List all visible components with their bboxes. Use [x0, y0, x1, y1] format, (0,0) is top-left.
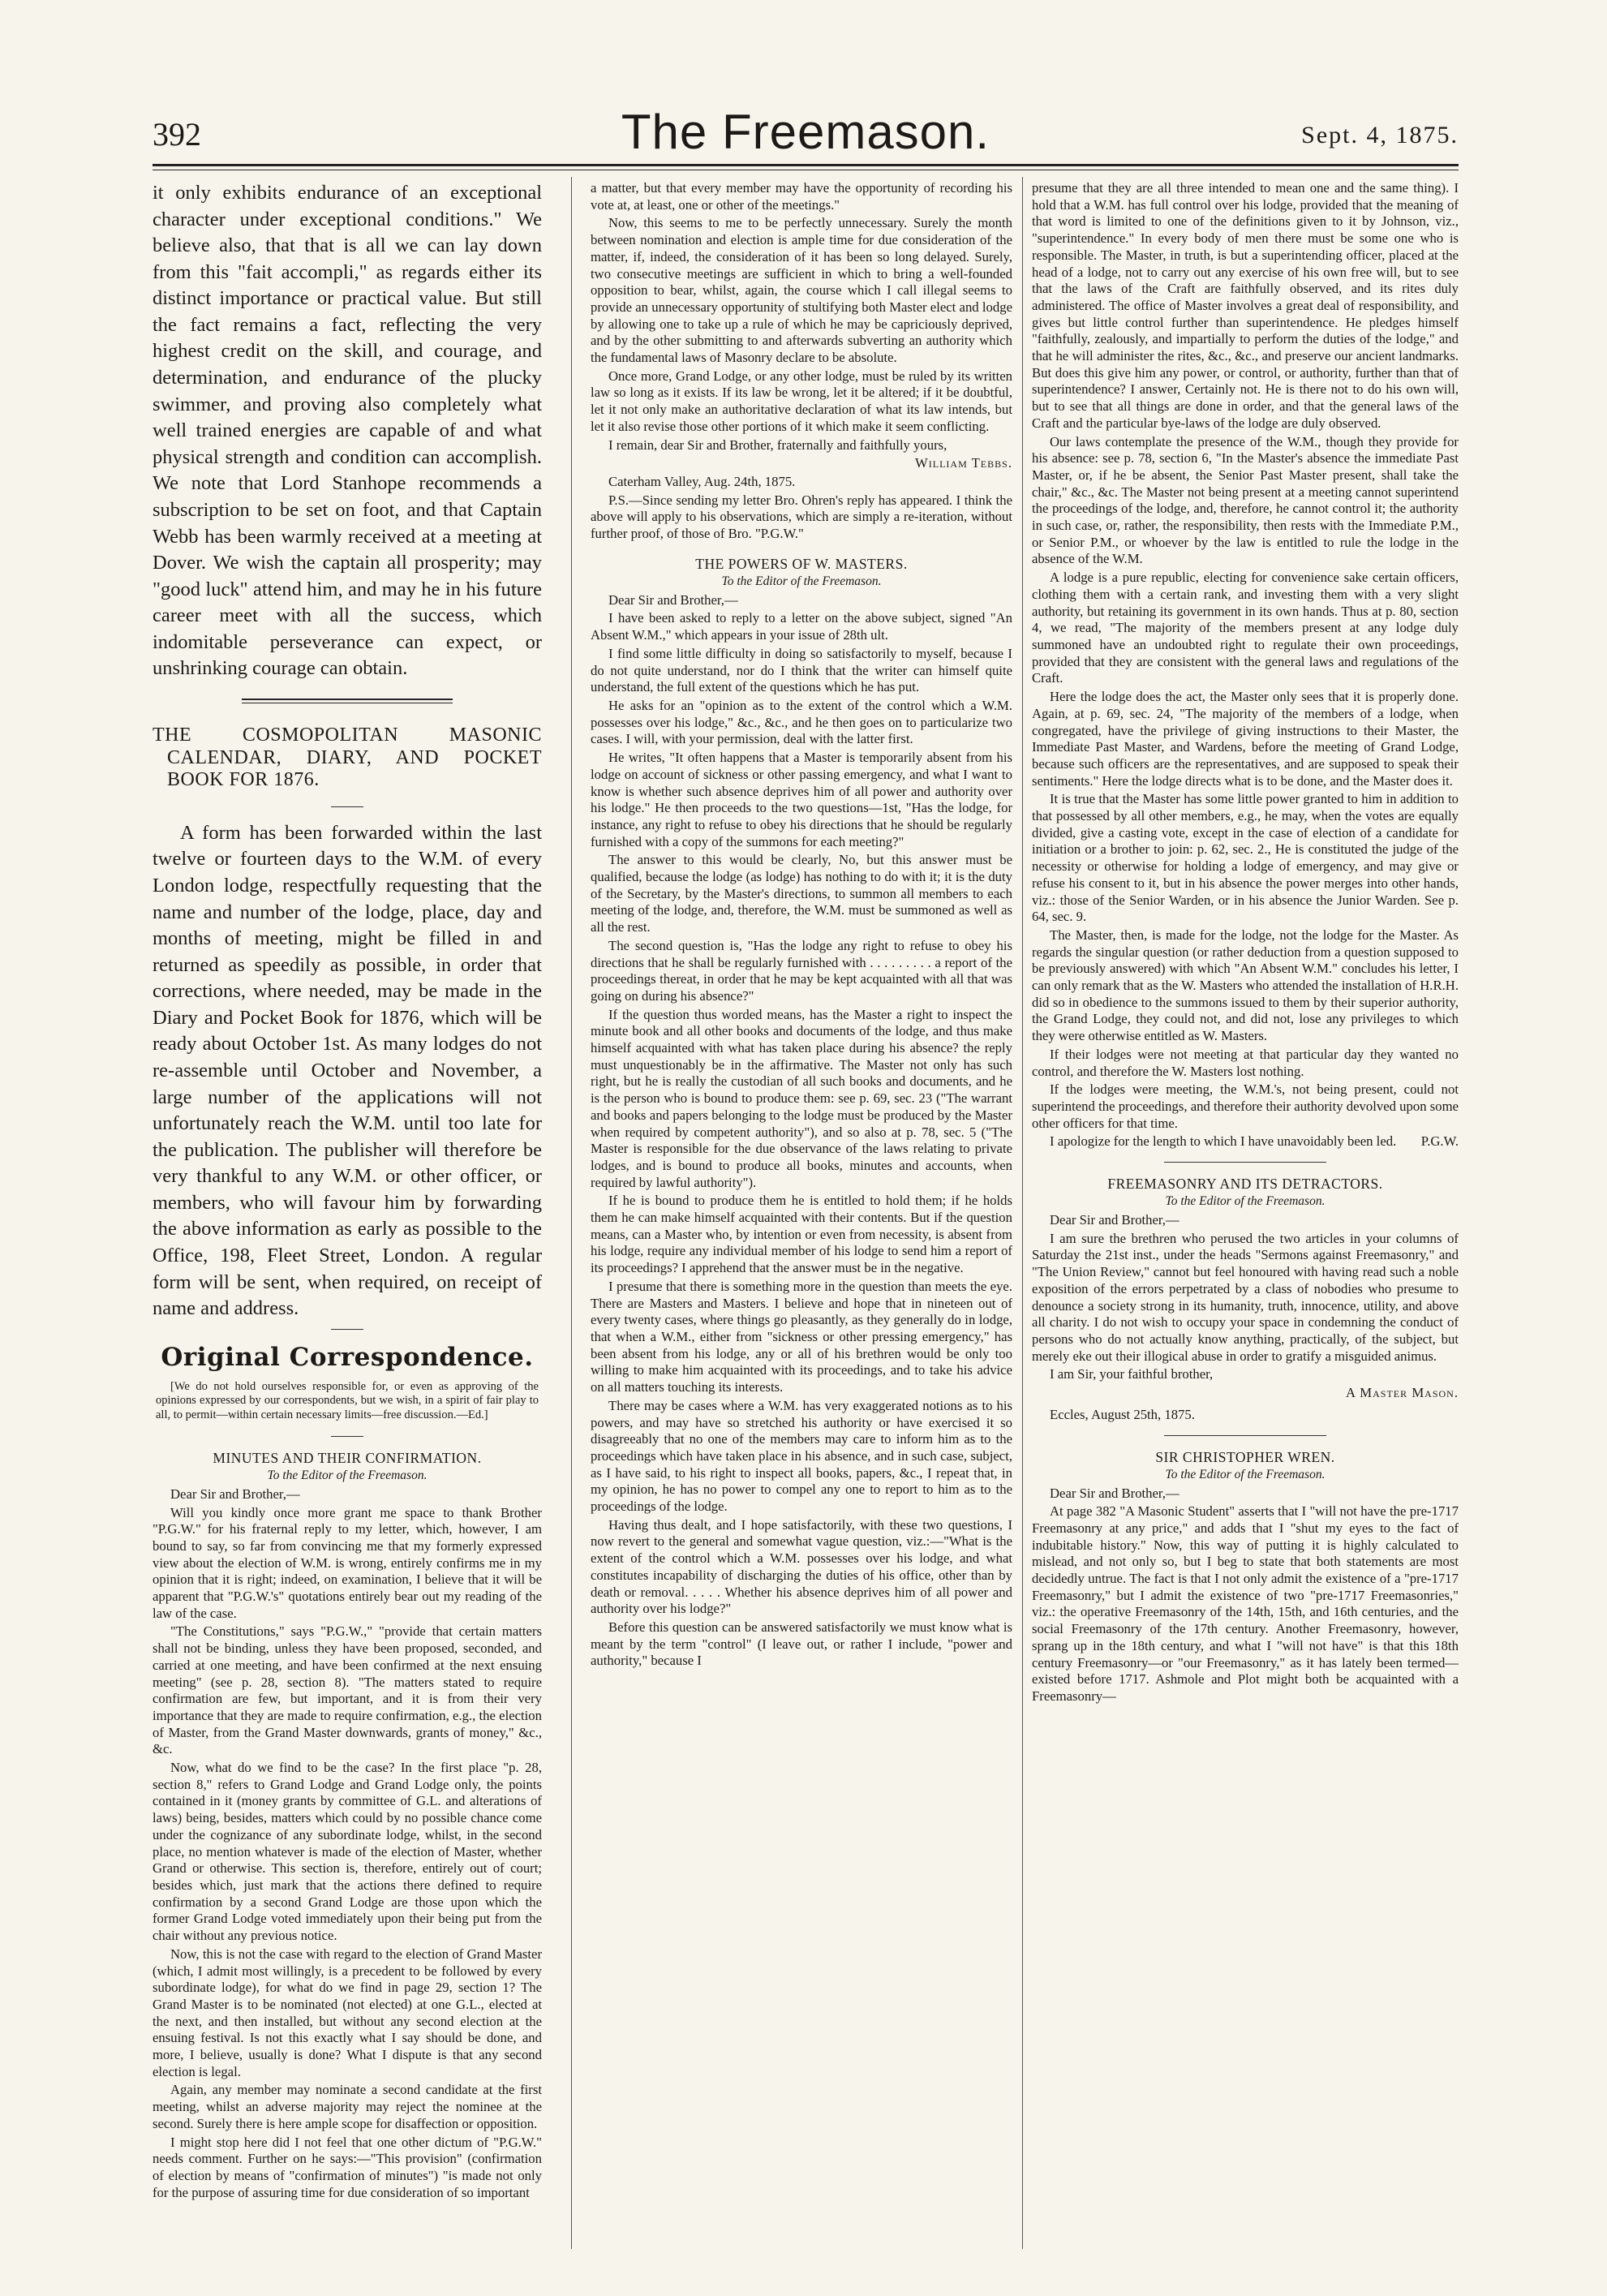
column-2 [591, 180, 1012, 2252]
editor-line: To the Editor of the Freemason. [1165, 1467, 1326, 1481]
page-number: 392 [153, 116, 201, 153]
dateline: Caterham Valley, Aug. 24th, 1875. [608, 473, 796, 489]
paragraph: Once more, Grand Lodge, or any other lodge, must be ruled by its written law so long as it exists. If its law be wrong, let it be altered; if it be doubtful, let it not only make an authoritative declaration of what its law intends, but let it also revise those other portions of it which make it seem conflicting. [591, 368, 1012, 434]
paragraph: He asks for an "opinion as to the extent of the control which a W.M. possesses over his lodge," &c., &c., and he then goes on to particularize two cases. I will, with your permission, deal with the latter first. [591, 697, 1012, 747]
paragraph: Our laws contemplate the presence of the W.M., though they provide for his absence: see p. 78, section 6, "In the Master's absence the immediate Past Master, or, if he be absent, the Senior Past Master present, shall take the chair," &c., &c. The Master not being present at a meeting cannot superintend the proceedings of the lodge, and, therefore, he cannot control it; the authority in such case, or, rather, the responsibility, then rests with the Immediate P.M., or Senior P.M., or whoever by the law is entitled to rule the lodge in the absence of the W.M. [1032, 433, 1459, 567]
paragraph: Will you kindly once more grant me space to thank Brother "P.G.W." for his fraternal reply to my letter, which, however, I am bound to say, so far from convincing me that my formerly expressed view about the election of W.M. is wrong, entirely confirms me in my opinion that it is right; indeed, on examination, I believe that it will be apparent that "P.G.W.'s" quotations entirely bear out my reading of the law of the case. [153, 1504, 542, 1621]
paragraph: Before this question can be answered satisfactorily we must know what is meant by the term "control" (I leave out, or rather I include, "power and authority," because I [591, 1619, 1012, 1669]
paragraph: If he is bound to produce them he is entitled to hold them; if he holds them he can make himself acquainted with their contents. But if the question means, can a Master who, by intention or even from necessity, is absent from his lodge, require any individual member of his lodge to send him a report of its proceedings? I apprehend that the answer must be in the negative. [591, 1193, 1012, 1276]
calendar-heading: THE COSMOPOLITAN MASONIC CALENDAR, DIARY, AND POCKET BOOK FOR 1876. [153, 724, 542, 791]
paragraph: presume that they are all three intended to mean one and the same thing). I hold that a W.M. has full control over his lodge, provided that the meaning of that word is limited to one of the definitions given to it by Johnson, viz., "superintendence." In every body of men there must be some one who is responsible. The Master, in truth, is but a superintending officer, placed at the head of a lodge, not to carry out any exercise of his own free will, but to see that the laws of the Craft are faithfully observed, and its rites duly administered. The office of Master involves a great deal of responsibility, and gives but little control further than superintendence. He pledges himself "faithfully, zealously, and impartially to perform the duties of the lodge," and that he will administer the rites, &c., &c., and preserve our ancient landmarks. But does this give him any power, or control, or authority, further than that of superintendence? I answer, Certainly not. He is there not to do his own will, but to see that all things are done in order, and that the general laws of the Craft and the particular bye-laws of the lodge are duly observed. [1032, 180, 1459, 431]
column-divider [1022, 177, 1023, 2249]
editorial-disclaimer: [We do not hold ourselves responsible for, or even as approving of the opinions expressed by our correspondents, but we wish, in a spirit of fair play to all, to permit—within certain necessary limits—free discussion.—Ed.] [156, 1379, 539, 1422]
section-separator [242, 699, 453, 703]
paragraph: Here the lodge does the act, the Master only sees that it is properly done. Again, at p. 69, sec. 24, "The majority of the members of a lodge, when congregated, have the privilege of giving instructions to their Master, the Immediate Past Master, and Wardens, before the meeting of Grand Lodge, because such officers are the representatives, and are supposed to speak their sentiments." Here the lodge directs what is to be done, and the Master does it. [1032, 689, 1459, 789]
dateline: Eccles, August 25th, 1875. [1050, 1406, 1195, 1422]
minutes-letter-body [153, 1505, 542, 2202]
wren-heading: SIR CHRISTOPHER WREN. [1155, 1448, 1335, 1465]
paragraph: Now, this seems to me to be perfectly unnecessary. Surely the month between nomination and election is ample time for due consideration of the matter, if, indeed, the consideration of it has been so long delayed. Surely, two consecutive meetings are sufficient in which to bring a well-founded opposition to bear, whilst, again, the course which I call illegal seems to provide an unnecessary opportunity of stultifying both Master elect and lodge by allowing one to take up a rule of which he may be capriciously deprived, and by the other submitting to and afterwards subverting an authority which the fundamental laws of Masonry declare to be absolute. [591, 215, 1012, 366]
section-title: Original Correspondence. [161, 1342, 534, 1372]
section-separator [1164, 1162, 1326, 1163]
salutation: Dear Sir and Brother,— [608, 591, 738, 608]
masthead [153, 104, 1459, 161]
column-1 [153, 180, 542, 2252]
paragraph: The second question is, "Has the lodge any right to refuse to obey his directions that he shall be regularly furnished with . . . . . . . . . a report of the proceedings thereat, in order that he may be kept acquainted with all that was going on during his absence?" [591, 937, 1012, 1004]
paragraph: If the lodges were meeting, the W.M.'s, not being present, could not superintend the proceedings, and therefore their authority devolved upon some other officers for that time. [1032, 1081, 1459, 1131]
closing-line [1032, 1133, 1459, 1150]
article-continuation: it only exhibits endurance of an exceptional character under exceptional conditions." We believe also, that that is all we can lay down from this "fait accompli," as regards either its distinct importance or practical value. But still the fact remains a fact, reflecting the very highest credit on the skill, and courage, and determination, and endurance of the plucky swimmer, and proving also completely what well trained energies are capable of and what physical strength and condition can accomplish. We note that Lord Stanhope recommends a subscription to be set on foot, and that Captain Webb has been warmly received at a meeting at Dover. We wish the captain all prosperity; may "good luck" attend him, and may he in his future career meet with all the success, which indomitable perseverance can expect, or unshrinking courage can obtain. [153, 182, 542, 680]
masthead-rule [153, 164, 1459, 166]
powers-heading: THE POWERS OF W. MASTERS. [695, 555, 908, 572]
paragraph: I have been asked to reply to a letter on the above subject, signed "An Absent W.M.," which appears in your issue of 28th ult. [591, 610, 1012, 643]
short-rule [331, 806, 363, 807]
paragraph: If their lodges were not meeting at that particular day they wanted no control, and therefore the W. Masters lost nothing. [1032, 1046, 1459, 1079]
issue-date: Sept. 4, 1875. [1301, 122, 1459, 148]
signature: A Master Mason. [1346, 1385, 1459, 1401]
closing-text: I apologize for the length to which I have unavoidably been led. [1050, 1133, 1397, 1150]
paragraph: Again, any member may nominate a second candidate at the first meeting, whilst an adverse majority may reject the nominee at the second. Surely there is here ample scope for disaffection or opposition. [153, 2082, 542, 2131]
section-separator [1164, 1435, 1326, 1436]
postscript: P.S.—Since sending my letter Bro. Ohren's reply has appeared. I think the above will apply to his observations, which are simply a re-iteration, without further proof, of those of Bro. "P.G.W." [591, 492, 1012, 542]
paragraph: If the question thus worded means, has the Master a right to inspect the minute book and all other books and documents of the lodge, and thus make himself acquainted with what has taken place during his absence? the reply must unquestionably be in the affirmative. The Master not only has such right, but he is really the custodian of all such books and documents, and he is the person who is bound to produce them: see p. 69, sec. 23 ("The warrant and books and papers belonging to the lodge must be produced by the Master when required by competent authority"), and so also at p. 78, sec. 5 ("The Master is responsible for the due observance of the laws relating to private lodges, and is bound to produce all books, minutes and accounts, when required by lawful authority"). [591, 1006, 1012, 1190]
editor-line: To the Editor of the Freemason. [721, 574, 882, 588]
column-divider [571, 177, 572, 2249]
paragraph: I might stop here did I not feel that one other dictum of "P.G.W." needs comment. Further on he says:—"This provision" (confirmation of election by means of "confirmation of minutes") "is made not only for the purpose of assuring time for due consideration of so important [153, 2134, 542, 2200]
paragraph: A lodge is a pure republic, electing for convenience sake certain officers, clothing them with a certain rank, and investing them with a very slight authority, but retaining its government in its own hands. Thus at p. 80, section 4, we read, "The majority of the members present at any lodge duly summoned have an undoubted right to regulate their own proceedings, provided that they are consistent with the general laws and regulations of the Craft. [1032, 570, 1459, 686]
paragraph: I find some little difficulty in doing so satisfactorily to myself, because I do not quite understand, nor do I think that the writer can himself quite understand, the full extent of the questions which he has put. [591, 645, 1012, 695]
paragraph: a matter, but that every member may have the opportunity of recording his vote at, at least, one or other of the meetings." [591, 180, 1012, 213]
minutes-heading: MINUTES AND THEIR CONFIRMATION. [213, 1449, 482, 1466]
paragraph: At page 382 "A Masonic Student" asserts that I "will not have the pre-1717 Freemasonry at any price," and adds that I "shut my eyes to the fact of indubitable history." Now, this way of putting it is highly calculated to mislead, and not only so, but I beg to state that both statements are most decidedly untrue. The fact is that I not only admit the existence of a "pre-1717 Freemasonry," but I admit the existence of two "pre-1717 Freemasonries," viz.: the operative Freemasonry of the 14th, 15th, and 16th centuries, and the social Freemasonry of the 17th century. Another Freemasonry, however, sprang up in the 18th century, and what I "will not have" is that this 18th century Freemasonry—or "our Freemasonry," as it has lately been termed—existed before 1717. Ashmole and Plot might both be acquainted with a Freemasonry— [1032, 1503, 1459, 1704]
calendar-paragraph: A form has been forwarded within the last twelve or fourteen days to the W.M. of every London lodge, respectfully requesting that the name and number of the lodge, place, day and months of meeting, might be filled in and returned as speedily as possible, in order that corrections, where needed, may be made in the Diary and Pocket Book for 1876, which will be ready about October 1st. As many lodges do not re-assemble until October and November, a large number of the applications will not unfortunately reach the W.M. until too late for the publication. The publisher will therefore be very thankful to any W.M. or other officer, or members, who will favour him by forwarding the above information as early as possible to the Office, 198, Fleet Street, London. A regular form will be sent, when required, on receipt of name and address. [153, 821, 542, 1320]
editor-line: To the Editor of the Freemason. [267, 1468, 428, 1482]
short-rule [331, 1329, 363, 1330]
paragraph: There may be cases where a W.M. has very exaggerated notions as to his powers, and may have so stretched his authority or have exercised it so disagreeably that no one of the members may care to inform him as to the proceedings which have taken place in his absence, and in such case, subject, as I have said, to his right to inspect all books, papers, &c., I repeat that, in my opinion, he has no power to compel any one to report to him as to the proceedings of the lodge. [591, 1397, 1012, 1515]
paragraph: Having thus dealt, and I hope satisfactorily, with these two questions, I now revert to the general and somewhat vague question, viz.:—"What is the extent of the control which a W.M. possesses over his lodge, and what constitutes incapability of discharging the duties of his office, other than by death or removal. . . . . Whether his absence deprives him of all power and authority over his lodge?" [591, 1516, 1012, 1617]
salutation: Dear Sir and Brother,— [1050, 1485, 1179, 1501]
signature: P.G.W. [1420, 1133, 1459, 1150]
paragraph: Now, this is not the case with regard to the election of Grand Master (which, I admit most willingly, is a precedent to be followed by every subordinate lodge), for what do we find in page 29, section 1? The Grand Master is to be nominated (not elected) at one G.L., elected at the next, and then installed, but without any second election at the ensuing festival. Is not this exactly what I say should be done, and more, I believe, usually is done? What I dispute is that any second election is legal. [153, 1946, 542, 2079]
salutation: Dear Sir and Brother,— [1050, 1212, 1179, 1228]
paragraph: I remain, dear Sir and Brother, fraternally and faithfully yours, [608, 436, 947, 453]
salutation: Dear Sir and Brother,— [170, 1486, 300, 1502]
short-rule [331, 1436, 363, 1437]
paragraph: I am sure the brethren who perused the two articles in your columns of Saturday the 21st inst., under the heads "Sermons against Freemasonry," and "The Union Review," cannot but feel honoured with having read such a noble exposition of the errors perpetrated by a class of nobodies who presume to denounce a society strong in its humanity, truth, innocence, utility, and above all charity. I do not wish to occupy your space in condemning the conduct of persons who do not actually know anything, practically, of the subject, but merely eke out their illogical abuse in order to gratify a misguided animus. [1032, 1230, 1459, 1364]
paragraph: I presume that there is something more in the question than meets the eye. There are Masters and Masters. I believe and hope that in nineteen out of every twenty cases, where things go pleasantly, as they generally do in lodge, that when a W.M., either from "sickness or other pressing emergency," has been absent from his lodge, any or all of his brethren would be only too willing to make him acquainted with its proceedings, and to take his advice on all matters touching its interests. [591, 1278, 1012, 1395]
signature: William Tebbs. [915, 455, 1012, 471]
paragraph: He writes, "It often happens that a Master is temporarily absent from his lodge on account of sickness or other passing emergency, and what I want to know is whether such absence deprives him of all power and authority over his lodge." He then proceeds to the two questions—1st, "Has the lodge, for instance, any right to refuse to obey his directions that he should be regularly furnished with a copy of the summons for each meeting?" [591, 750, 1012, 849]
paragraph: "The Constitutions," says "P.G.W.," "provide that certain matters shall not be binding, unless they have been proposed, seconded, and carried at one meeting, and have been confirmed at the next ensuing meeting" (see p. 28, section 8). "The matters stated to require confirmation are few, but important, and it is from their very importance that they are made to require confirmation, e.g., the election of Master, from the Grand Master downwards, grants of money," &c., &c. [153, 1623, 542, 1757]
paragraph: I am Sir, your faithful brother, [1050, 1366, 1214, 1382]
paragraph: The answer to this would be clearly, No, but this answer must be qualified, because the lodge (as lodge) has nothing to do with it; it is the duty of the Secretary, by the Master's directions, to summon all members to each meeting of the lodge, and, therefore, the W.M. must be summoned as well as all the rest. [591, 852, 1012, 935]
editor-line: To the Editor of the Freemason. [1165, 1194, 1326, 1209]
detractors-heading: FREEMASONRY AND ITS DETRACTORS. [1107, 1176, 1383, 1193]
column-3 [1032, 180, 1459, 2252]
paragraph: It is true that the Master has some little power granted to him in addition to that possessed by all other members, e.g., he may, when the votes are equally divided, give a casting vote, except in the case of election of a candidate for initiation or a brother to join: p. 62, sec. 2., He is constituted the judge of the necessity or otherwise for holding a lodge of emergency, and may give or refuse his consent to it, but in his absence the power merges into other hands, viz.: those of the Senior Warden, or in his absence the Junior Warden. See p. 64, sec. 9. [1032, 791, 1459, 925]
newspaper-title: The Freemason. [621, 105, 990, 159]
paragraph: The Master, then, is made for the lodge, not the lodge for the Master. As regards the singular question (or rather deduction from a question supposed to be previously answered) with which "An Absent W.M." concludes his letter, I can only remark that as the W. Masters who attended the installation of H.R.H. did so in obedience to the summons issued to them by their superior authority, the Grand Lodge, they could not, and did not, lose any privileges to which they were otherwise entitled as W. Masters. [1032, 927, 1459, 1044]
paragraph: Now, what do we find to be the case? In the first place "p. 28, section 8," refers to Grand Lodge and Grand Lodge only, the points contained in it (money grants by committee of G.L. and alterations of laws) being, besides, matters which could by no possible chance come under the cognizance of any subordinate lodge, whilst, in the second place, no mention whatever is made of the election of Master, whether Grand or otherwise. This section is, therefore, entirely out of court; besides which, just mark that the actions there defined to require confirmation by a second Grand Lodge are those upon which the former Grand Lodge voted immediately upon their being put from the chair without any previous notice. [153, 1760, 542, 1944]
